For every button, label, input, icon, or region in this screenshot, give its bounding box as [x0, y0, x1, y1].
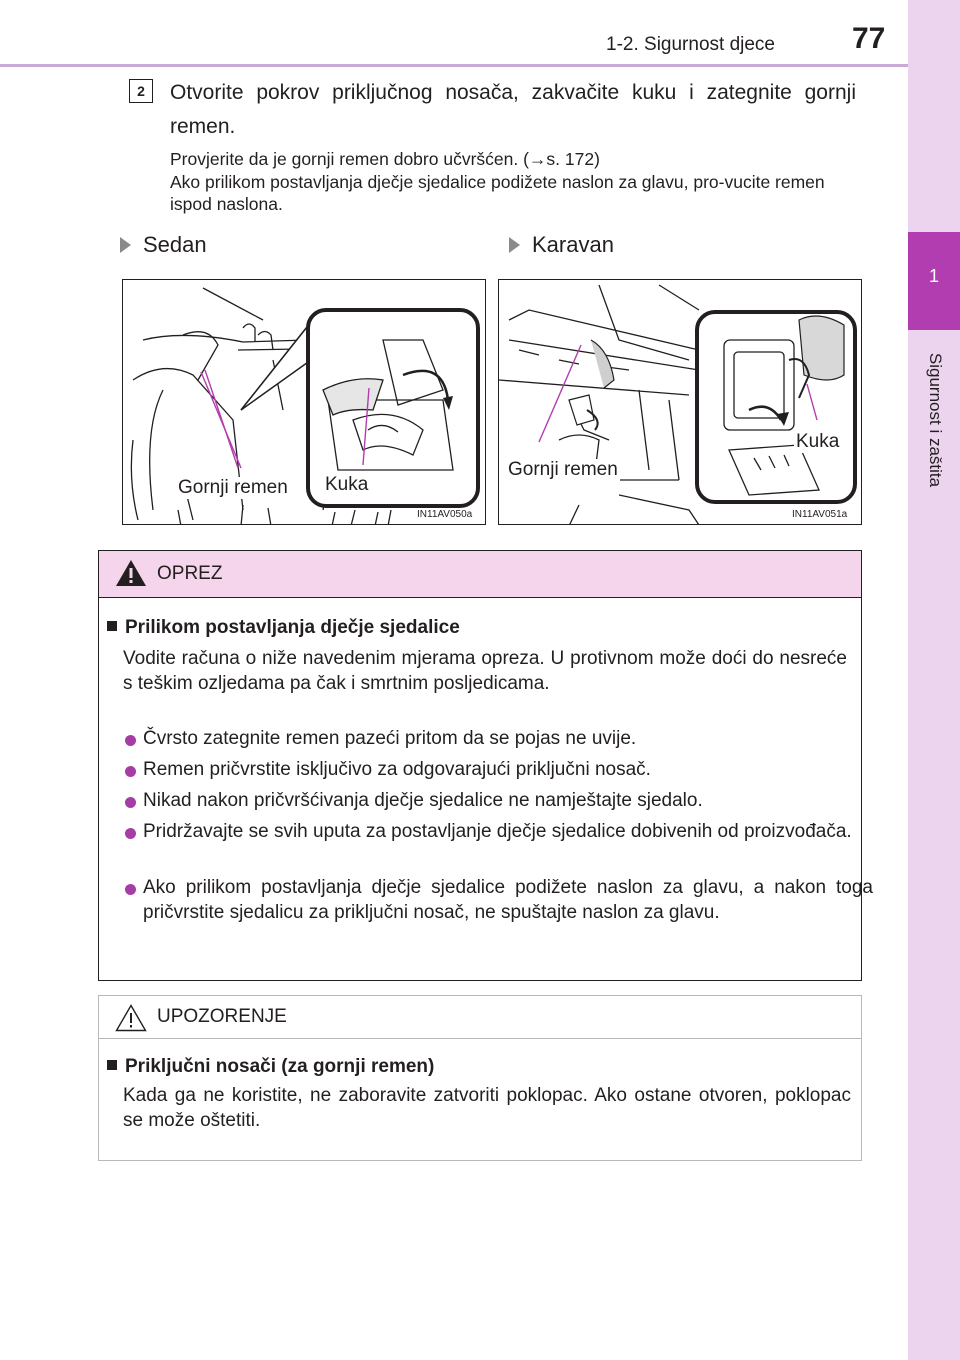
- caption-sedan: [120, 232, 207, 258]
- notice-subtitle-text: Priključni nosači (za gornji remen): [125, 1056, 435, 1077]
- figure-code-sedan: IN11AV050a: [417, 509, 473, 520]
- label-strap-sedan: Gornji remen: [178, 477, 288, 498]
- figure-sedan: [122, 279, 486, 525]
- step-text: Otvorite pokrov priključnog nosača, zakvačite kuku i zategnite gornji remen.: [170, 81, 856, 138]
- caution-bullet: [123, 789, 873, 814]
- notice-text: Kada ga ne koristite, ne zaboravite zatvoriti poklopac. Ako ostane otvoren, poklopac se može oštetiti.: [123, 1085, 851, 1131]
- section-title: 1-2. Sigurnost djece: [606, 34, 775, 55]
- notice-box: [98, 995, 862, 1161]
- figure-karavan: [498, 279, 862, 525]
- step-note: [170, 148, 860, 216]
- caution-header: [99, 551, 861, 598]
- caption-sedan-text: Sedan: [143, 232, 207, 257]
- caution-subtitle-text: Prilikom postavljanja dječje sjedalice: [125, 617, 460, 638]
- caution-intro: Vodite računa o niže navedenim mjerama opreza. U protivnom može doći do nesreće s teškim ozljedama pa čak i smrtnim posljedicama.: [123, 648, 847, 694]
- header-rule: [0, 64, 908, 67]
- arrow-icon: [509, 237, 520, 253]
- caution-bullet-text: Nikad nakon pričvršćivanja dječje sjedalice ne namještajte sjedalo.: [143, 790, 703, 811]
- caution-bullet-text: Pridržavajte se svih uputa za postavljanje dječje sjedalice dobivenih od proizvođača.: [143, 821, 852, 842]
- karavan-illustration: [499, 280, 862, 525]
- notice-triangle-icon: [115, 1004, 147, 1032]
- caution-bullet-text: Remen pričvrstite isključivo za odgovarajući priključni nosač.: [143, 759, 651, 780]
- chapter-number: 1: [928, 266, 939, 286]
- figure-code-karavan: IN11AV051a: [792, 509, 848, 520]
- step-note-line2: Ako prilikom postavljanja dječje sjedalice podižete naslon za glavu, pro-vucite remen ispod naslona.: [170, 171, 825, 214]
- caption-karavan-text: Karavan: [532, 232, 614, 257]
- bullet-dot-icon: [125, 766, 136, 777]
- bullet-dot-icon: [125, 797, 136, 808]
- step-number: 2: [129, 79, 153, 103]
- arrow-icon: [120, 237, 131, 253]
- caution-bullet: [123, 758, 873, 783]
- caution-box: [98, 550, 873, 981]
- square-bullet-icon: [107, 1060, 117, 1070]
- label-strap-karavan: Gornji remen: [508, 459, 618, 480]
- caution-bullet-text: Čvrsto zategnite remen pazeći pritom da se pojas ne uvije.: [143, 728, 637, 749]
- bullet-dot-icon: [125, 884, 136, 895]
- bullet-dot-icon: [125, 828, 136, 839]
- bullet-dot-icon: [125, 735, 136, 746]
- caution-bullet: [123, 727, 873, 752]
- page-number: 77: [852, 22, 886, 55]
- label-hook-sedan: Kuka: [325, 474, 369, 495]
- notice-title: UPOZORENJE: [157, 1006, 287, 1027]
- notice-subtitle: [107, 1056, 434, 1078]
- caution-title: OPREZ: [157, 563, 223, 584]
- caution-bullet-text: Ako prilikom postavljanja dječje sjedalice podižete naslon za glavu, a nakon toga pričvrstite sjedalicu za priključni nosač, ne spuštajte naslon za glavu.: [143, 877, 873, 923]
- square-bullet-icon: [107, 621, 117, 631]
- caution-bullet: [123, 876, 873, 925]
- caption-karavan: [509, 232, 614, 258]
- chapter-title: Sigurnost i zaštita: [926, 352, 945, 488]
- chapter-side-tab: [908, 0, 960, 1360]
- warning-triangle-icon: [115, 559, 147, 587]
- step-note-line1: Provjerite da je gornji remen dobro učvršćen. (→s. 172): [170, 149, 600, 169]
- caution-bullet: [123, 820, 873, 845]
- notice-header: [99, 996, 861, 1039]
- caution-subtitle: [107, 617, 460, 639]
- label-hook-karavan: Kuka: [796, 431, 840, 452]
